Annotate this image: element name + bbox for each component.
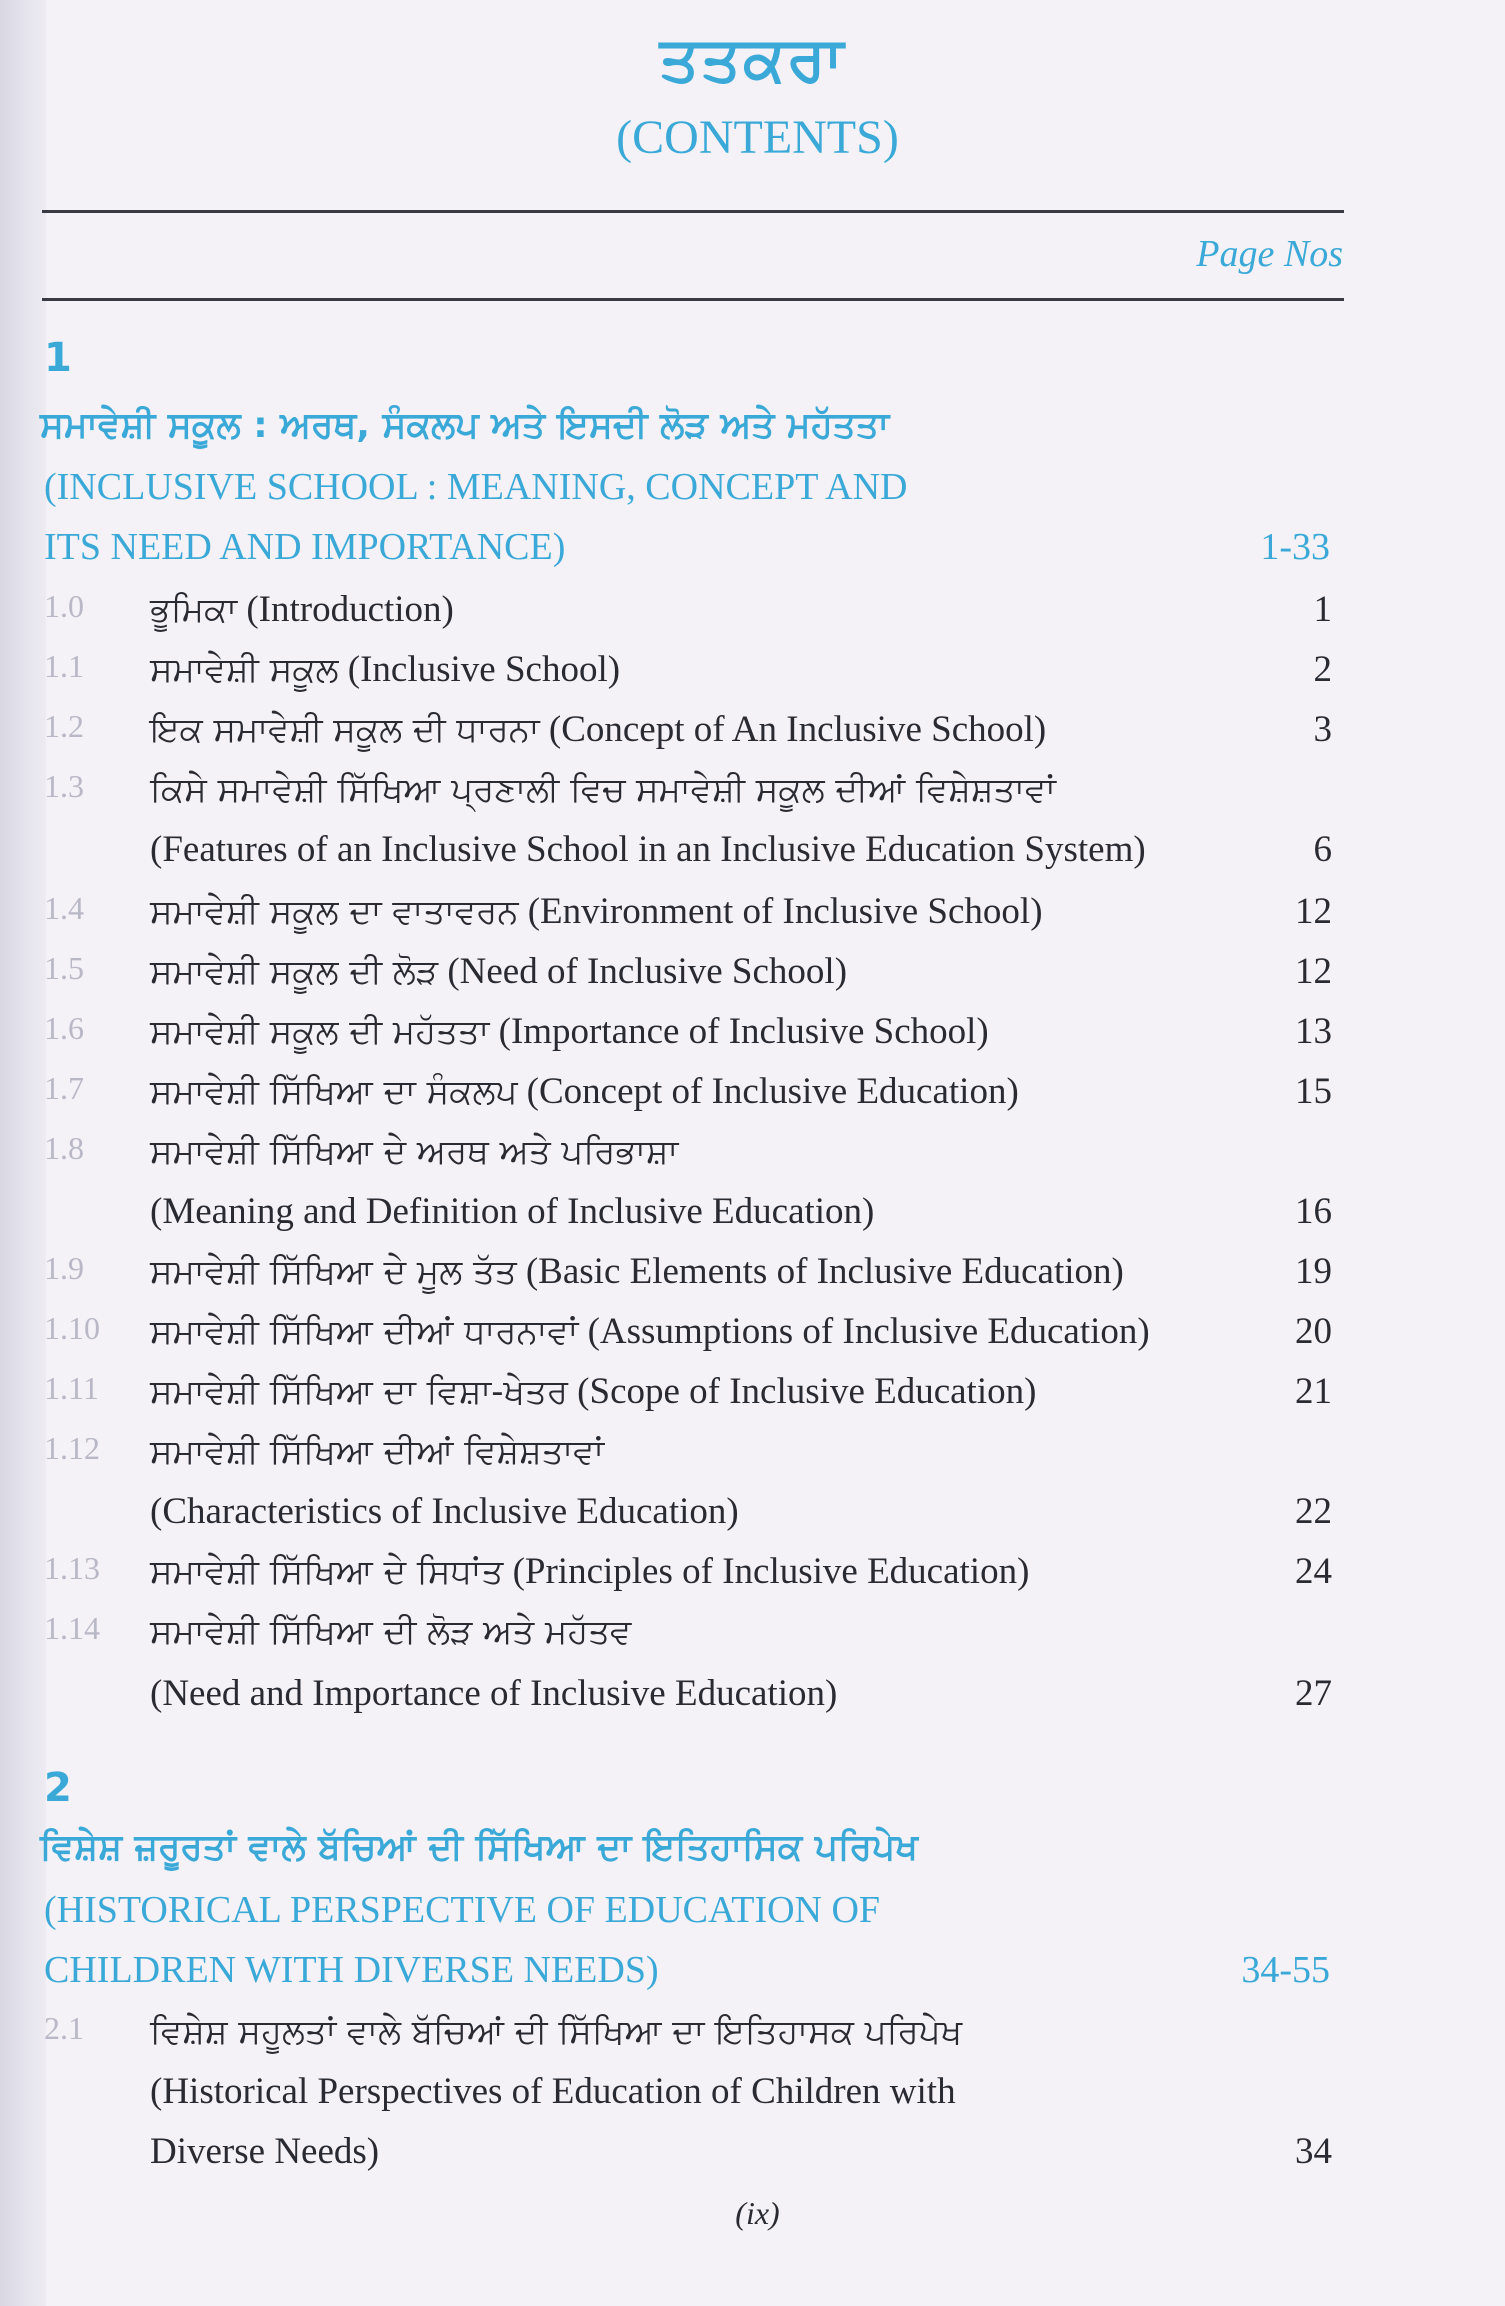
toc-entry[interactable] — [0, 1370, 1505, 1430]
entry-title-english: Diverse Needs) — [150, 2131, 380, 2172]
page-nos-label: Page Nos — [1196, 233, 1343, 275]
entry-title-english: (Concept of Inclusive Education) — [526, 1071, 1019, 1112]
entry-title-punjabi: ਸਮਾਵੇਸ਼ੀ ਸਕੂਲ — [150, 650, 339, 690]
entry-title-punjabi: ਸਮਾਵੇਸ਼ੀ ਸਿੱਖਿਆ ਦੇ ਮੂਲ ਤੱਤ — [150, 1252, 517, 1292]
entry-title-punjabi: ਸਮਾਵੇਸ਼ੀ ਸਕੂਲ ਦਾ ਵਾਤਾਵਰਨ — [150, 892, 519, 932]
entry-title-punjabi: ਸਮਾਵੇਸ਼ੀ ਸਿੱਖਿਆ ਦਾ ਸੰਕਲਪ — [150, 1072, 518, 1112]
entry-page: 21 — [1295, 1371, 1332, 1412]
entry-number: 1.11 — [44, 1370, 99, 1406]
toc-entry[interactable] — [0, 1250, 1505, 1310]
toc-entry[interactable] — [0, 1430, 1505, 1490]
entry-number: 1.13 — [44, 1550, 100, 1586]
entry-number: 1.3 — [44, 768, 84, 804]
entry-title-english: (Basic Elements of Inclusive Education) — [525, 1251, 1124, 1292]
entry-number: 1.1 — [44, 648, 84, 684]
entry-title-english: (Introduction) — [246, 589, 454, 630]
entry-title-punjabi: ਕਿਸੇ ਸਮਾਵੇਸ਼ੀ ਸਿੱਖਿਆ ਪ੍ਰਣਾਲੀ ਵਿਚ ਸਮਾਵੇਸ਼ੀ ਸਕੂਲ ਦੀਆਂ ਵਿਸ਼ੇਸ਼ਤਾਵਾਂ — [150, 770, 1056, 810]
entry-title-english: (Concept of An Inclusive School) — [548, 709, 1047, 750]
toc-entry-continuation[interactable] — [0, 2130, 1505, 2190]
entry-page: 1 — [1313, 589, 1332, 630]
toc-entry-continuation[interactable] — [0, 1490, 1505, 1550]
entry-title-english: (Need and Importance of Inclusive Education) — [150, 1673, 838, 1714]
entry-page: 34 — [1295, 2131, 1332, 2172]
toc-entry[interactable] — [0, 1070, 1505, 1130]
toc-entry[interactable] — [0, 768, 1505, 828]
entry-number: 1.4 — [44, 890, 84, 926]
entry-title-english: (Meaning and Definition of Inclusive Education) — [150, 1191, 875, 1232]
entry-number: 1.8 — [44, 1130, 84, 1166]
entry-title-punjabi: ਭੂਮਿਕਾ — [150, 590, 238, 630]
entry-page: 2 — [1313, 649, 1332, 690]
toc-entry[interactable] — [0, 708, 1505, 768]
unit-page-range: 34-55 — [1241, 1949, 1330, 1991]
toc-entry[interactable] — [0, 648, 1505, 708]
entry-title-punjabi: ਸਮਾਵੇਸ਼ੀ ਸਿੱਖਿਆ ਦੇ ਅਰਥ ਅਤੇ ਪਰਿਭਾਸ਼ਾ — [150, 1132, 679, 1172]
entry-number: 1.0 — [44, 588, 84, 624]
unit-title-english: (INCLUSIVE SCHOOL : MEANING, CONCEPT AND — [44, 466, 908, 508]
unit-number: 1 — [44, 335, 72, 381]
entry-page: 19 — [1295, 1251, 1332, 1292]
page-number-footer: (ix) — [735, 2195, 780, 2231]
entry-page: 12 — [1295, 891, 1332, 932]
entry-page: 20 — [1295, 1311, 1332, 1352]
toc-entry-continuation[interactable] — [0, 1190, 1505, 1250]
entry-title-english: (Historical Perspectives of Education of Children with — [150, 2071, 956, 2112]
unit-title-punjabi: ਵਿਸ਼ੇਸ਼ ਜ਼ਰੂਰਤਾਂ ਵਾਲੇ ਬੱਚਿਆਂ ਦੀ ਸਿੱਖਿਆ ਦਾ ਇਤਿਹਾਸਿਕ ਪਰਿਪੇਖ — [40, 1827, 919, 1868]
toc-entry[interactable] — [0, 950, 1505, 1010]
top-rule — [42, 210, 1344, 213]
toc-entry[interactable] — [0, 1550, 1505, 1610]
entry-page: 16 — [1295, 1191, 1332, 1232]
toc-entry-continuation[interactable] — [0, 1672, 1505, 1732]
toc-entry[interactable] — [0, 1010, 1505, 1070]
entry-number: 1.6 — [44, 1010, 84, 1046]
page-title-punjabi: ਤਤਕਰਾ — [659, 22, 846, 95]
toc-entry[interactable] — [0, 1130, 1505, 1190]
entry-title-punjabi: ਸਮਾਵੇਸ਼ੀ ਸਿੱਖਿਆ ਦੀਆਂ ਧਾਰਨਾਵਾਂ — [150, 1312, 579, 1352]
entry-number: 1.9 — [44, 1250, 84, 1286]
entry-number: 1.10 — [44, 1310, 100, 1346]
toc-entry-continuation[interactable] — [0, 828, 1505, 888]
entry-title-punjabi: ਸਮਾਵੇਸ਼ੀ ਸਕੂਲ ਦੀ ਲੋੜ — [150, 952, 439, 992]
entry-title-punjabi: ਵਿਸ਼ੇਸ਼ ਸਹੂਲਤਾਂ ਵਾਲੇ ਬੱਚਿਆਂ ਦੀ ਸਿੱਖਿਆ ਦਾ ਇਤਿਹਾਸਕ ਪਰਿਪੇਖ — [150, 2012, 963, 2052]
unit-title-english: ITS NEED AND IMPORTANCE) — [44, 526, 566, 568]
entry-page: 22 — [1295, 1491, 1332, 1532]
entry-title-punjabi: ਸਮਾਵੇਸ਼ੀ ਸਿੱਖਿਆ ਦੇ ਸਿਧਾਂਤ — [150, 1552, 504, 1592]
entry-number: 2.1 — [44, 2010, 84, 2046]
entry-number: 1.7 — [44, 1070, 84, 1106]
entry-page: 6 — [1313, 829, 1332, 870]
unit-number: 2 — [44, 1765, 72, 1811]
page-title-english: (CONTENTS) — [616, 111, 899, 164]
entry-title-english: (Environment of Inclusive School) — [527, 891, 1043, 932]
entry-title-english: (Scope of Inclusive Education) — [577, 1371, 1037, 1412]
entry-title-english: (Principles of Inclusive Education) — [512, 1551, 1030, 1592]
entry-number: 1.2 — [44, 708, 84, 744]
entry-title-english: (Assumptions of Inclusive Education) — [587, 1311, 1150, 1352]
unit-title-english: CHILDREN WITH DIVERSE NEEDS) — [44, 1949, 659, 1991]
toc-entry[interactable] — [0, 1310, 1505, 1370]
entry-title-english: (Inclusive School) — [347, 649, 621, 690]
entry-page: 3 — [1313, 709, 1332, 750]
entry-title-english: (Characteristics of Inclusive Education) — [150, 1491, 739, 1532]
toc-entry[interactable] — [0, 1610, 1505, 1670]
entry-title-english: (Features of an Inclusive School in an Inclusive Education System) — [150, 829, 1146, 870]
entry-page: 12 — [1295, 951, 1332, 992]
entry-number: 1.14 — [44, 1610, 100, 1646]
header-rule — [42, 298, 1344, 301]
entry-number: 1.12 — [44, 1430, 100, 1466]
entry-page: 24 — [1295, 1551, 1332, 1592]
entry-title-punjabi: ਸਮਾਵੇਸ਼ੀ ਸਿੱਖਿਆ ਦੀ ਲੋੜ ਅਤੇ ਮਹੱਤਵ — [150, 1612, 632, 1652]
entry-page: 27 — [1295, 1673, 1332, 1714]
unit-page-range: 1-33 — [1260, 526, 1330, 568]
toc-entry[interactable] — [0, 2010, 1505, 2070]
entry-title-english: (Need of Inclusive School) — [447, 951, 848, 992]
entry-title-punjabi: ਸਮਾਵੇਸ਼ੀ ਸਿੱਖਿਆ ਦੀਆਂ ਵਿਸ਼ੇਸ਼ਤਾਵਾਂ — [150, 1432, 605, 1472]
entry-title-punjabi: ਇਕ ਸਮਾਵੇਸ਼ੀ ਸਕੂਲ ਦੀ ਧਾਰਨਾ — [150, 710, 540, 750]
entry-title-english: (Importance of Inclusive School) — [498, 1011, 989, 1052]
toc-entry[interactable] — [0, 588, 1505, 648]
entry-number: 1.5 — [44, 950, 84, 986]
entry-title-punjabi: ਸਮਾਵੇਸ਼ੀ ਸਿੱਖਿਆ ਦਾ ਵਿਸ਼ਾ-ਖੇਤਰ — [150, 1372, 568, 1412]
unit-title-english: (HISTORICAL PERSPECTIVE OF EDUCATION OF — [44, 1889, 881, 1931]
toc-entry-continuation[interactable] — [0, 2070, 1505, 2130]
entry-page: 13 — [1295, 1011, 1332, 1052]
entry-title-punjabi: ਸਮਾਵੇਸ਼ੀ ਸਕੂਲ ਦੀ ਮਹੱਤਤਾ — [150, 1012, 490, 1052]
toc-entry[interactable] — [0, 890, 1505, 950]
entry-page: 15 — [1295, 1071, 1332, 1112]
unit-title-punjabi: ਸਮਾਵੇਸ਼ੀ ਸਕੂਲ : ਅਰਥ, ਸੰਕਲਪ ਅਤੇ ਇਸਦੀ ਲੋੜ ਅਤੇ ਮਹੱਤਤਾ — [40, 405, 890, 446]
